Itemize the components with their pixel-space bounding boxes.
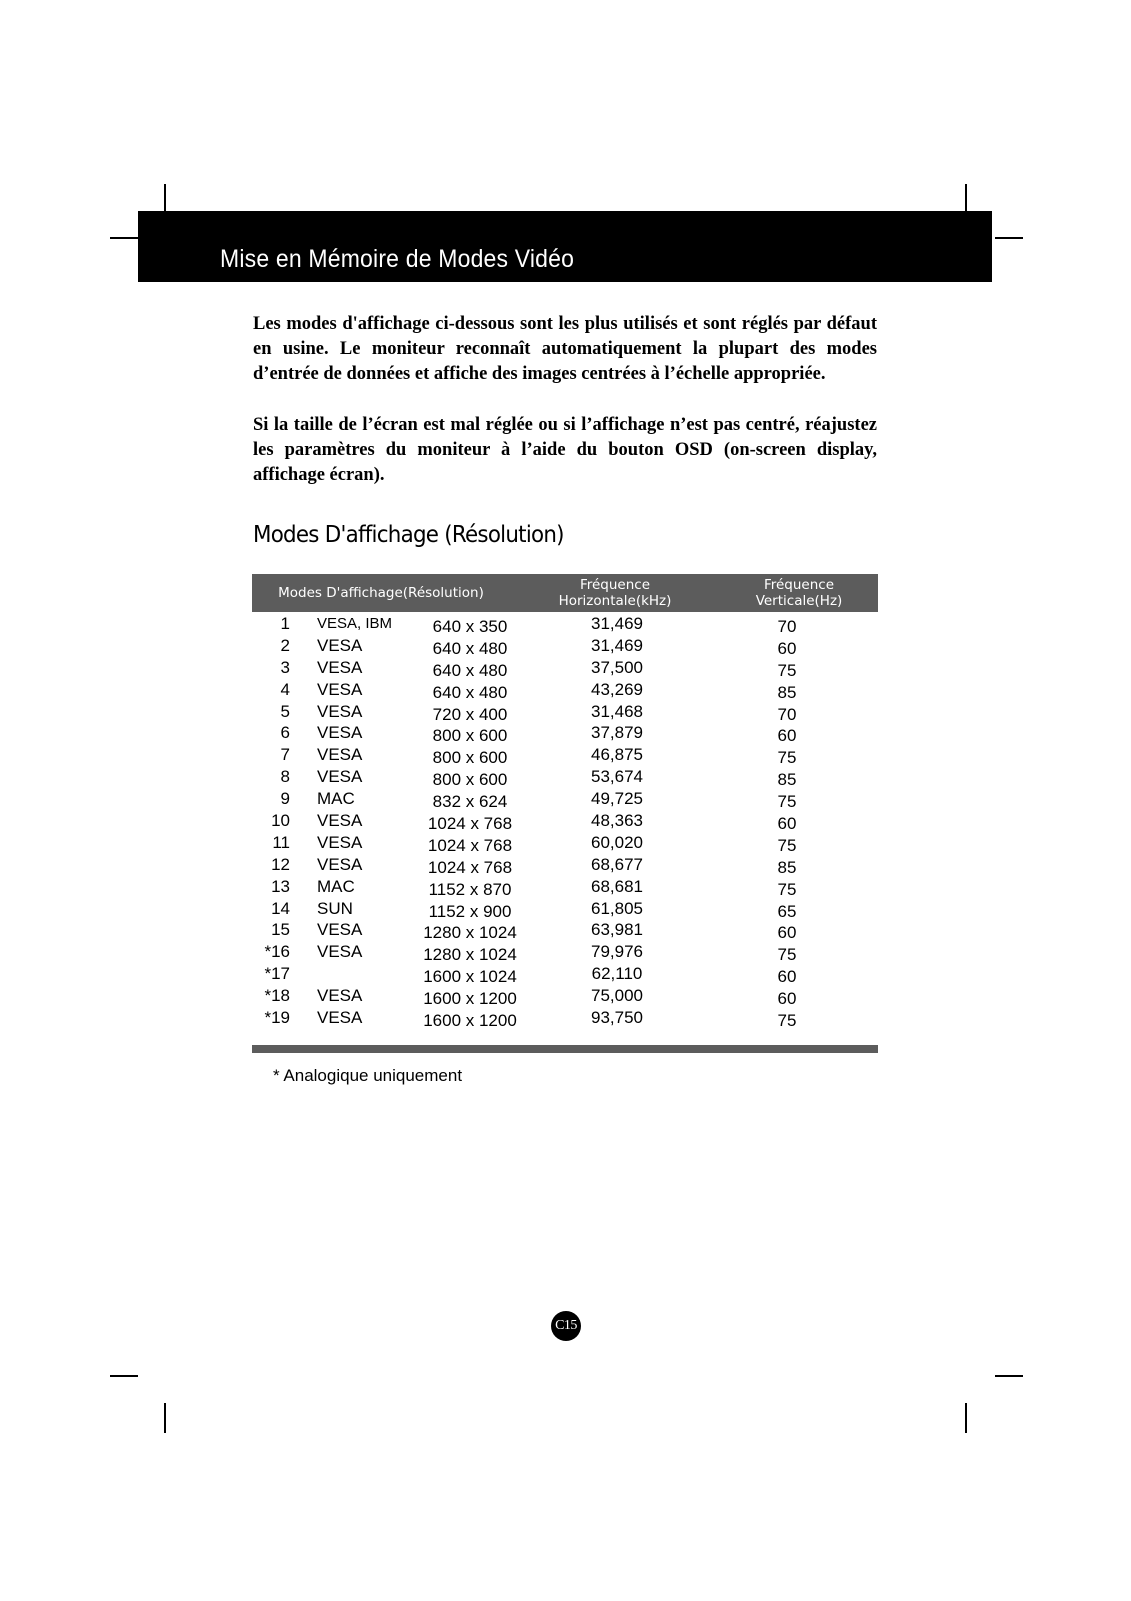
vertical-frequency-cell: 75: [777, 660, 797, 680]
table-row: [252, 702, 878, 724]
crop-mark: [995, 237, 1023, 239]
resolution-cell: 1600 x 1200: [423, 989, 517, 1009]
horizontal-frequency-cell: 37,879: [591, 723, 643, 743]
table-row: [252, 855, 878, 877]
resolution-cell: 1600 x 1024: [423, 967, 517, 987]
mode-number-cell: *18: [264, 986, 290, 1006]
mode-number-cell: 11: [272, 832, 290, 852]
mode-number-cell: 9: [280, 789, 290, 809]
crop-mark: [164, 1403, 166, 1433]
mode-number-cell: 8: [280, 767, 290, 787]
standard-cell: VESA: [317, 832, 363, 852]
column-header-line: Fréquence: [763, 577, 835, 593]
standard-cell: VESA: [317, 1008, 363, 1028]
intro-paragraph: Si la taille de l’écran est mal réglée ou si l’affichage n’est pas centré, réajustez les paramètres du moniteur à l’aide du bouton OSD (on-screen display, affichage écran).: [253, 415, 877, 485]
table-row: [252, 920, 878, 942]
vertical-frequency-cell: 60: [777, 923, 797, 943]
horizontal-frequency-cell: 31,468: [591, 701, 643, 721]
resolution-cell: 800 x 600: [432, 770, 508, 790]
vertical-frequency-cell: 85: [777, 682, 797, 702]
table-row: [252, 745, 878, 767]
mode-number-cell: 7: [280, 745, 290, 765]
table-row: [252, 964, 878, 986]
crop-mark: [965, 1403, 967, 1433]
table-bottom-rule: [252, 1045, 878, 1053]
table-body: [252, 614, 878, 1030]
resolution-cell: 1024 x 768: [427, 814, 513, 834]
mode-number-cell: 13: [271, 876, 290, 896]
standard-cell: VESA: [317, 657, 363, 677]
crop-mark: [995, 1375, 1023, 1377]
resolution-cell: 640 x 480: [432, 682, 508, 702]
column-header-line: Horizontale(kHz): [558, 593, 672, 609]
mode-number-cell: 1: [280, 614, 290, 633]
mode-number-cell: 10: [271, 811, 290, 831]
standard-cell: VESA: [317, 854, 363, 874]
horizontal-frequency-cell: 60,020: [591, 832, 643, 852]
table-row: [252, 833, 878, 855]
column-header-line: Fréquence: [579, 577, 651, 593]
standard-cell: VESA, IBM: [317, 615, 393, 632]
resolution-cell: 1600 x 1200: [423, 1011, 517, 1031]
horizontal-frequency-cell: 49,725: [591, 789, 643, 809]
table-row: [252, 1008, 878, 1030]
mode-number-cell: *17: [264, 964, 290, 984]
page-title: Mise en Mémoire de Modes Vidéo: [220, 245, 575, 273]
standard-cell: MAC: [317, 789, 355, 809]
mode-number-cell: 4: [280, 679, 290, 699]
vertical-frequency-cell: 75: [777, 945, 797, 965]
standard-cell: VESA: [317, 635, 363, 655]
table-row: [252, 658, 878, 680]
horizontal-frequency-cell: 75,000: [591, 986, 643, 1006]
standard-cell: SUN: [317, 898, 353, 918]
table-row: [252, 723, 878, 745]
resolution-cell: 720 x 400: [432, 704, 508, 724]
horizontal-frequency-cell: 68,681: [591, 876, 643, 896]
resolution-cell: 1152 x 900: [428, 901, 512, 921]
vertical-frequency-cell: 75: [777, 835, 797, 855]
resolution-cell: 832 x 624: [432, 792, 508, 812]
footnote: * Analogique uniquement: [273, 1066, 463, 1085]
vertical-frequency-cell: 60: [777, 814, 797, 834]
vertical-frequency-cell: 60: [777, 638, 797, 658]
table-header: [252, 574, 878, 612]
horizontal-frequency-cell: 48,363: [591, 811, 643, 831]
column-header-vertical-frequency: [720, 577, 878, 609]
column-header-modes: Modes D'affichage(Résolution): [278, 585, 484, 601]
vertical-frequency-cell: 85: [777, 770, 797, 790]
horizontal-frequency-cell: 43,269: [591, 679, 643, 699]
table-row: [252, 614, 878, 636]
horizontal-frequency-cell: 61,805: [591, 898, 643, 918]
resolution-cell: 1024 x 768: [427, 835, 513, 855]
column-header-horizontal-frequency: [510, 577, 720, 609]
vertical-frequency-cell: 75: [777, 1011, 797, 1031]
table-row: [252, 811, 878, 833]
crop-mark: [965, 184, 967, 214]
vertical-frequency-cell: 75: [777, 792, 797, 812]
horizontal-frequency-cell: 46,875: [591, 745, 643, 765]
standard-cell: VESA: [317, 767, 363, 787]
vertical-frequency-cell: 60: [777, 967, 797, 987]
table-row: [252, 877, 878, 899]
table-row: [252, 767, 878, 789]
table-row: [252, 899, 878, 921]
resolution-cell: 640 x 480: [432, 660, 508, 680]
standard-cell: VESA: [317, 679, 363, 699]
mode-number-cell: 15: [271, 920, 290, 940]
mode-number-cell: 3: [280, 657, 290, 677]
mode-number-cell: 5: [280, 701, 290, 721]
mode-number-cell: 14: [271, 898, 290, 918]
horizontal-frequency-cell: 37,500: [591, 657, 643, 677]
title-bar: [138, 211, 992, 282]
mode-number-cell: *19: [264, 1008, 290, 1028]
crop-mark: [110, 1375, 138, 1377]
resolution-cell: 1280 x 1024: [423, 945, 517, 965]
vertical-frequency-cell: 60: [777, 726, 797, 746]
standard-cell: VESA: [317, 701, 363, 721]
crop-mark: [164, 184, 166, 214]
page-number-badge: C15: [551, 1311, 581, 1341]
vertical-frequency-cell: 75: [777, 879, 797, 899]
horizontal-frequency-cell: 53,674: [591, 767, 643, 787]
table-row: [252, 942, 878, 964]
column-header-line: Verticale(Hz): [755, 593, 843, 609]
standard-cell: VESA: [317, 723, 363, 743]
vertical-frequency-cell: 70: [777, 704, 797, 724]
resolution-cell: 800 x 600: [432, 726, 508, 746]
resolution-cell: 640 x 350: [432, 617, 508, 636]
mode-number-cell: 6: [280, 723, 290, 743]
horizontal-frequency-cell: 93,750: [591, 1008, 643, 1028]
section-heading: Modes D'affichage (Résolution): [253, 522, 564, 548]
resolution-cell: 1024 x 768: [427, 857, 513, 877]
vertical-frequency-cell: 85: [777, 857, 797, 877]
vertical-frequency-cell: 75: [777, 748, 797, 768]
vertical-frequency-cell: 65: [777, 901, 797, 921]
standard-cell: VESA: [317, 986, 363, 1006]
table-row: [252, 789, 878, 811]
horizontal-frequency-cell: 62,110: [591, 964, 643, 984]
standard-cell: VESA: [317, 942, 363, 962]
standard-cell: VESA: [317, 811, 363, 831]
horizontal-frequency-cell: 63,981: [591, 920, 643, 940]
horizontal-frequency-cell: 31,469: [591, 614, 643, 633]
vertical-frequency-cell: 60: [777, 989, 797, 1009]
standard-cell: MAC: [317, 876, 355, 896]
standard-cell: VESA: [317, 745, 363, 765]
resolution-cell: 1280 x 1024: [423, 923, 517, 943]
table-row: [252, 986, 878, 1008]
table-row: [252, 680, 878, 702]
crop-mark: [110, 237, 138, 239]
standard-cell: VESA: [317, 920, 363, 940]
mode-number-cell: 12: [271, 854, 290, 874]
mode-number-cell: 2: [280, 635, 290, 655]
resolution-cell: 1152 x 870: [428, 879, 512, 899]
resolution-cell: 640 x 480: [432, 638, 508, 658]
table-row: [252, 636, 878, 658]
resolution-cell: 800 x 600: [432, 748, 508, 768]
horizontal-frequency-cell: 79,976: [591, 942, 643, 962]
horizontal-frequency-cell: 31,469: [591, 635, 643, 655]
mode-number-cell: *16: [264, 942, 290, 962]
intro-paragraph: Les modes d'affichage ci-dessous sont les plus utilisés et sont réglés par défaut en usine. Le moniteur reconnaît automatiquement la plupart des modes d’entrée de données et affiche des images centrées à l’échelle appropriée.: [253, 314, 877, 384]
horizontal-frequency-cell: 68,677: [591, 854, 643, 874]
vertical-frequency-cell: 70: [777, 617, 797, 636]
